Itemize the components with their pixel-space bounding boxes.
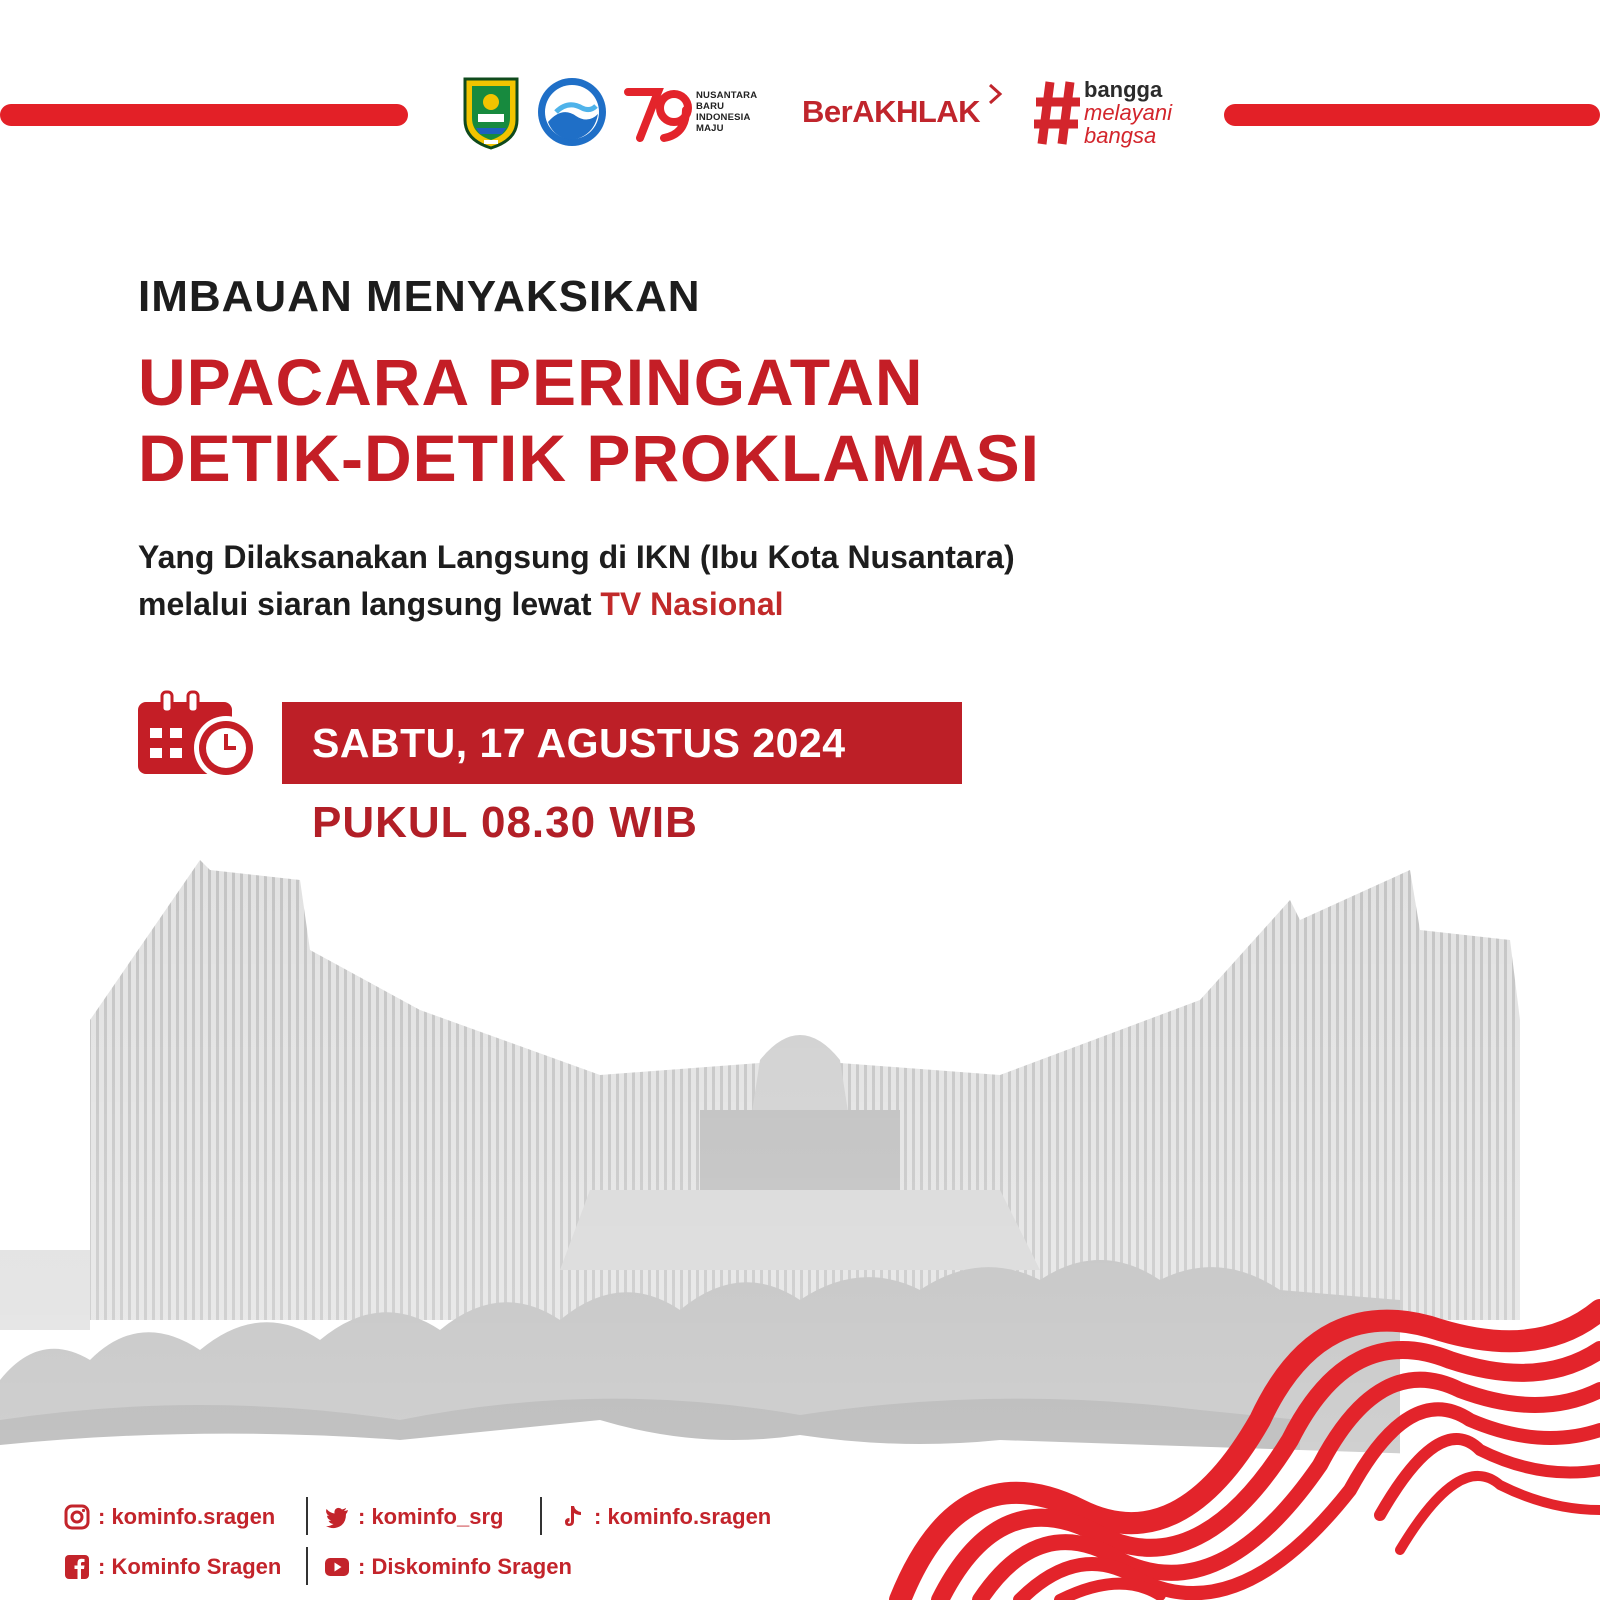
subtitle xyxy=(138,534,1015,628)
facebook-icon xyxy=(64,1554,90,1580)
youtube-icon xyxy=(324,1554,350,1580)
bangga-melayani-bangsa-logo xyxy=(1032,76,1202,152)
footer-divider xyxy=(540,1497,542,1535)
footer-divider xyxy=(306,1497,308,1535)
tv-nasional-highlight: TV Nasional xyxy=(600,586,784,622)
berakhlak-logo: BerAKHLAK xyxy=(802,94,981,129)
hashtag-icon xyxy=(1032,78,1084,148)
hut-text-line: INDONESIA xyxy=(696,112,751,123)
social-twitter[interactable] xyxy=(324,1504,503,1530)
subtitle-line-1: Yang Dilaksanakan Langsung di IKN (Ibu Kota Nusantara) xyxy=(138,539,1015,575)
event-time: PUKUL 08.30 WIB xyxy=(312,798,698,847)
tiktok-icon xyxy=(560,1504,586,1530)
hut-text-line: MAJU xyxy=(696,123,724,134)
bmb-word: melayani xyxy=(1084,100,1173,125)
title-line-1: UPACARA PERINGATAN xyxy=(138,345,924,419)
social-instagram[interactable] xyxy=(64,1504,275,1530)
red-white-ribbon-decoration xyxy=(840,1250,1600,1600)
subtitle-line-2 xyxy=(138,581,1015,628)
pre-title: IMBAUAN MENYAKSIKAN xyxy=(138,272,701,321)
social-youtube[interactable] xyxy=(324,1554,572,1580)
instagram-handle: : kominfo.sragen xyxy=(98,1504,276,1529)
title-line-2: DETIK-DETIK PROKLAMASI xyxy=(138,421,1040,495)
facebook-page: : Kominfo Sragen xyxy=(98,1554,282,1579)
chevron-right-icon xyxy=(986,82,1004,106)
twitter-handle: : kominfo_srg xyxy=(358,1504,504,1529)
top-line-right xyxy=(1224,104,1600,126)
hut-ri-text xyxy=(696,90,757,134)
top-line-left xyxy=(0,104,408,126)
tiktok-handle: : kominfo.sragen xyxy=(594,1504,772,1529)
social-tiktok[interactable] xyxy=(560,1504,771,1530)
social-facebook[interactable] xyxy=(64,1554,281,1580)
instagram-icon xyxy=(64,1504,90,1530)
bmb-words xyxy=(1084,78,1172,147)
bmb-word: bangsa xyxy=(1084,123,1157,148)
event-date: SABTU, 17 AGUSTUS 2024 xyxy=(282,702,962,784)
calendar-clock-icon xyxy=(136,690,260,786)
hut-text-line: BARU xyxy=(696,101,725,112)
kemkominfo-logo xyxy=(536,76,608,148)
footer-divider xyxy=(306,1547,308,1585)
youtube-channel: : Diskominfo Sragen xyxy=(358,1554,572,1579)
hut-79-mark xyxy=(624,80,696,146)
hut-ri-79-logo xyxy=(624,80,774,146)
subtitle-line-2-prefix: melalui siaran langsung lewat xyxy=(138,586,601,622)
twitter-icon xyxy=(324,1504,350,1530)
bmb-word: bangga xyxy=(1084,77,1163,102)
hut-text-line: NUSANTARA xyxy=(696,90,758,101)
main-title xyxy=(138,344,1040,496)
sragen-logo xyxy=(462,76,520,150)
